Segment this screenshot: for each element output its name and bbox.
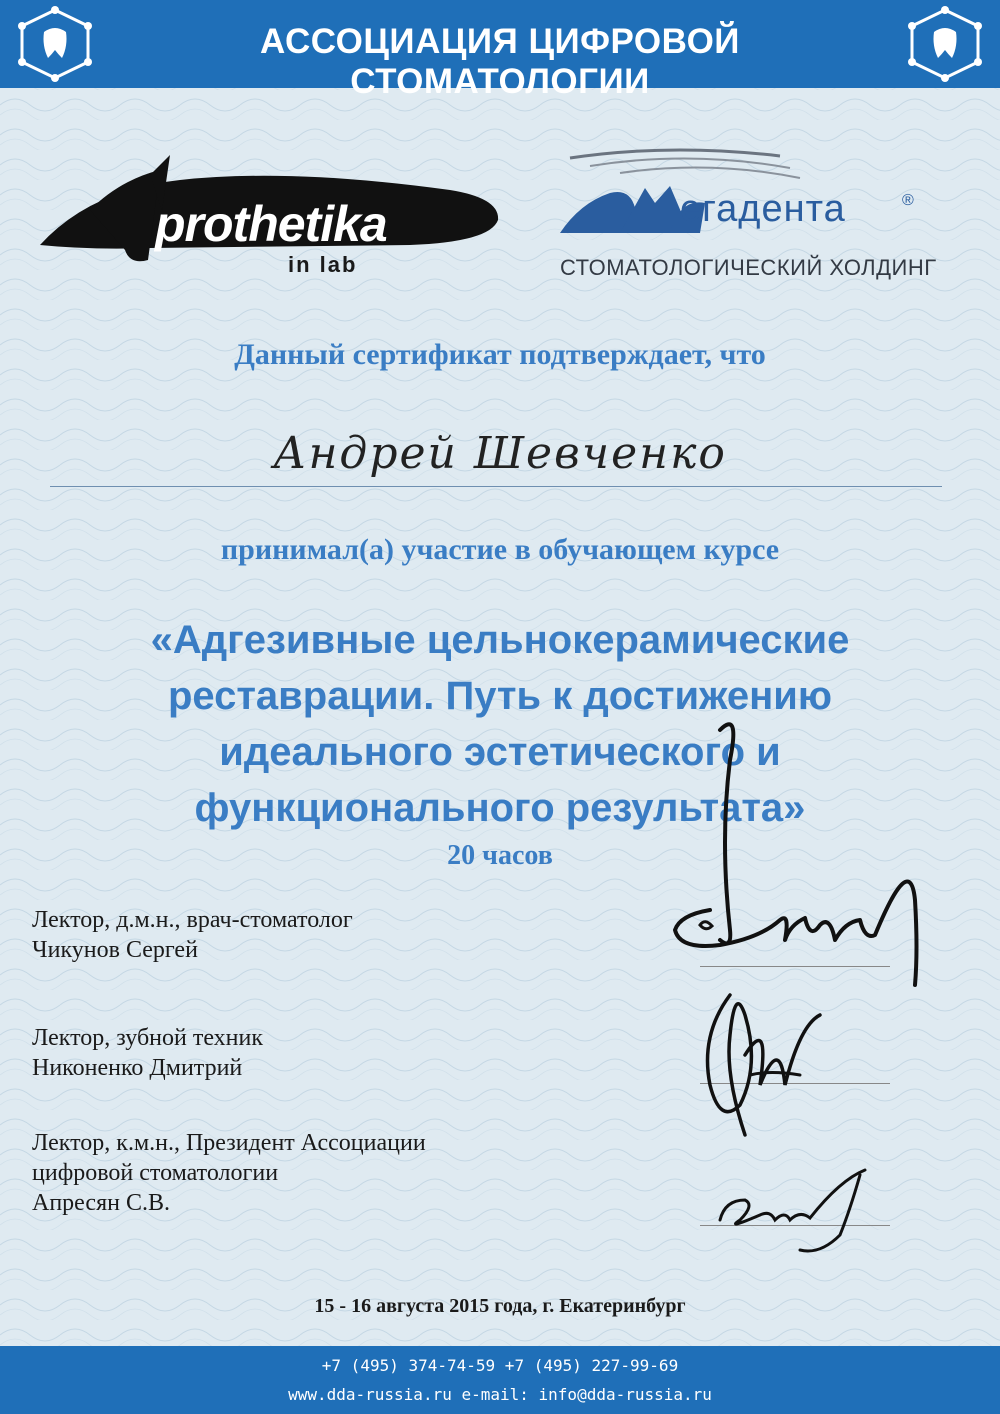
participation-text: принимал(а) участие в обучающем курсе (220, 533, 780, 566)
lecturer-name: Апресян С.В. (32, 1190, 170, 1216)
hexagon-tooth-icon (902, 4, 988, 84)
hexagon-tooth-icon (12, 4, 98, 84)
course-title-line: реставрации. Путь к достижению (167, 674, 833, 718)
lecturer-title: цифровой стоматологии (32, 1160, 279, 1186)
signature-apresyan (700, 1160, 890, 1260)
signature-nikonenko (690, 975, 840, 1145)
megadenta-logo-text: егадента (680, 188, 846, 230)
prothetika-logo-subtitle: in lab (288, 252, 358, 277)
recipient-name: Андрей Шевченко (273, 428, 727, 479)
lecturer-title: Лектор, зубной техник (32, 1025, 264, 1051)
footer-phones: +7 (495) 374-74-59 +7 (495) 227-99-69 (321, 1356, 679, 1375)
date-and-place: 15 - 16 августа 2015 года, г. Екатеринбург (314, 1295, 686, 1317)
lecturer-name: Никоненко Дмитрий (32, 1055, 243, 1081)
association-title: АССОЦИАЦИЯ ЦИФРОВОЙ СТОМАТОЛОГИИ (260, 22, 740, 101)
lecturer-block (32, 1023, 263, 1083)
course-title-line: функционального результата» (194, 786, 806, 830)
megadenta-logo-subtitle: СТОМАТОЛОГИЧЕСКИЙ ХОЛДИНГ (560, 255, 937, 280)
lecturer-block (32, 1128, 426, 1218)
certificate-confirm-text: Данный сертификат подтверждает, что (234, 338, 766, 371)
signature-chikunov (660, 700, 930, 1000)
registered-mark: ® (902, 192, 914, 209)
course-title-line: «Адгезивные цельнокерамические (150, 618, 850, 662)
name-underline (50, 486, 942, 487)
lecturer-name: Чикунов Сергей (32, 937, 198, 963)
lecturer-title: Лектор, д.м.н., врач-стоматолог (32, 907, 353, 933)
prothetika-logo-text: prothetika (155, 196, 387, 252)
footer-web-email: www.dda-russia.ru e-mail: info@dda-russia.ru (288, 1385, 712, 1404)
lecturer-block (32, 905, 353, 965)
course-hours: 20 часов (447, 840, 553, 871)
lecturer-title: Лектор, к.м.н., Президент Ассоциации (32, 1130, 426, 1156)
course-title-line: идеального эстетического и (219, 730, 781, 774)
